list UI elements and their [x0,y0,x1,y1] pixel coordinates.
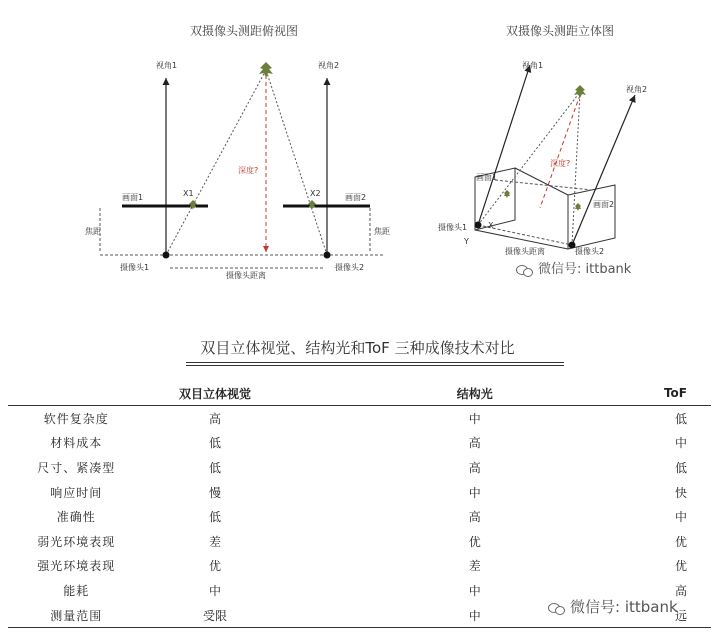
table-cell: 优 [674,534,687,549]
title-underline-1 [186,362,564,363]
table-cell: 高 [468,436,481,451]
top-cam1-label: 摄像头1 [120,263,150,272]
stereo-view-diagram [430,40,690,270]
row-label: 能耗 [63,583,90,598]
table-cell: 中 [208,583,221,598]
row-label: 材料成本 [50,436,103,451]
watermark-bottom: 微信号: ittbank [548,596,678,617]
watermark-top: 微信号: ittbank [516,258,631,277]
stereo-depth-label: 深度? [550,159,571,168]
table-cell: 中 [468,583,481,598]
stereo-target-leaf-icon [574,85,586,98]
stereo-fov1-label: 视角1 [522,61,544,70]
table-row [8,431,711,456]
row-label: 响应时间 [50,485,103,500]
table-cell: 中 [674,510,687,525]
table-cell: 中 [468,485,481,500]
top-x1-label: X1 [183,189,194,198]
stereo-plane1-label: 画面1 [476,173,498,182]
stereo-projection2-leaf-icon [575,203,581,211]
top-focal-right-label: 焦距 [374,227,390,236]
table-cell: 优 [208,559,221,574]
ray-right [266,70,327,255]
table-cell: 差 [208,534,221,549]
top-view-diagram [80,40,410,285]
table-row [8,504,711,529]
stereo-fov2-axis [572,95,635,245]
header-cell: 双目立体视觉 [145,381,286,406]
stereo-view-title: 双摄像头测距立体图 [506,24,615,38]
top-depth-label: 深度? [238,166,259,175]
table-cell: 差 [468,559,481,574]
table-cell: 远 [664,603,711,628]
table-cell: 低 [208,510,221,525]
stereo-axis-x-label: X [488,221,494,230]
table-cell: 低 [674,411,687,426]
stereo-plane-top-link [515,168,568,195]
row-label: 强光环境表现 [37,559,116,574]
table-cell: 快 [674,485,687,500]
top-fov1-label: 视角1 [156,61,178,70]
stereo-fov2-label: 视角2 [626,85,648,94]
table-cell: 高 [208,411,221,426]
header-cell [8,381,145,406]
table-cell: 高 [468,460,481,475]
table-row [8,480,711,505]
table-cell: 低 [208,460,221,475]
target-leaf-icon [259,62,273,78]
stereo-cam1-label: 摄像头1 [438,223,468,232]
comparison-title: 双目立体视觉、结构光和ToF 三种成像技术对比 [200,339,515,357]
stereo-projection1-leaf-icon [504,190,510,198]
top-plane1-label: 画面1 [122,193,144,202]
table-cell: 低 [208,436,221,451]
row-label: 软件复杂度 [43,411,109,426]
table-row [8,554,711,579]
camera2-dot [324,252,331,259]
row-label: 弱光环境表现 [37,534,116,549]
table-cell: 受限 [145,603,286,628]
top-baseline-label: 摄像头距离 [226,271,266,280]
top-focal-left-label: 焦距 [85,227,101,236]
table-cell: 中 [674,436,687,451]
table-cell: 慢 [208,485,221,500]
camera1-dot [163,252,170,259]
stereo-fov1-axis [478,65,530,225]
row-label: 尺寸、紧凑型 [37,460,116,475]
comparison-table [8,381,711,628]
row-label: 准确性 [56,510,96,525]
table-cell: 低 [674,460,687,475]
table-row [8,406,711,431]
top-view-title: 双摄像头测距俯视图 [190,24,299,38]
top-plane2-label: 画面2 [345,193,367,202]
stereo-axis-y-label: Y [464,237,469,246]
table-cell: 优 [468,534,481,549]
title-underline-2 [186,365,564,366]
wechat-icon [548,602,566,614]
row-label: 测量范围 [8,603,145,628]
table-cell: 中 [468,411,481,426]
table-cell: 优 [674,559,687,574]
header-cell: 结构光 [285,381,664,406]
stereo-baseline-label: 摄像头距离 [505,247,545,256]
table-cell: 中 [285,603,664,628]
stereo-mid-line [495,180,592,190]
stereo-plane2 [568,185,615,249]
table-cell: 高 [468,510,481,525]
stereo-camera1-dot [475,222,482,229]
stereo-cam2-label: 摄像头2 [575,247,605,256]
table-cell: 高 [674,583,687,598]
top-x2-label: X2 [310,189,321,198]
top-fov2-label: 视角2 [318,61,340,70]
wechat-icon [516,264,534,276]
table-row [8,455,711,480]
top-cam2-label: 摄像头2 [335,263,365,272]
ray-left [166,70,266,255]
table-row [8,529,711,554]
table-header-row [8,381,711,406]
stereo-plane2-label: 画面2 [593,200,615,209]
header-cell: ToF [664,381,711,406]
